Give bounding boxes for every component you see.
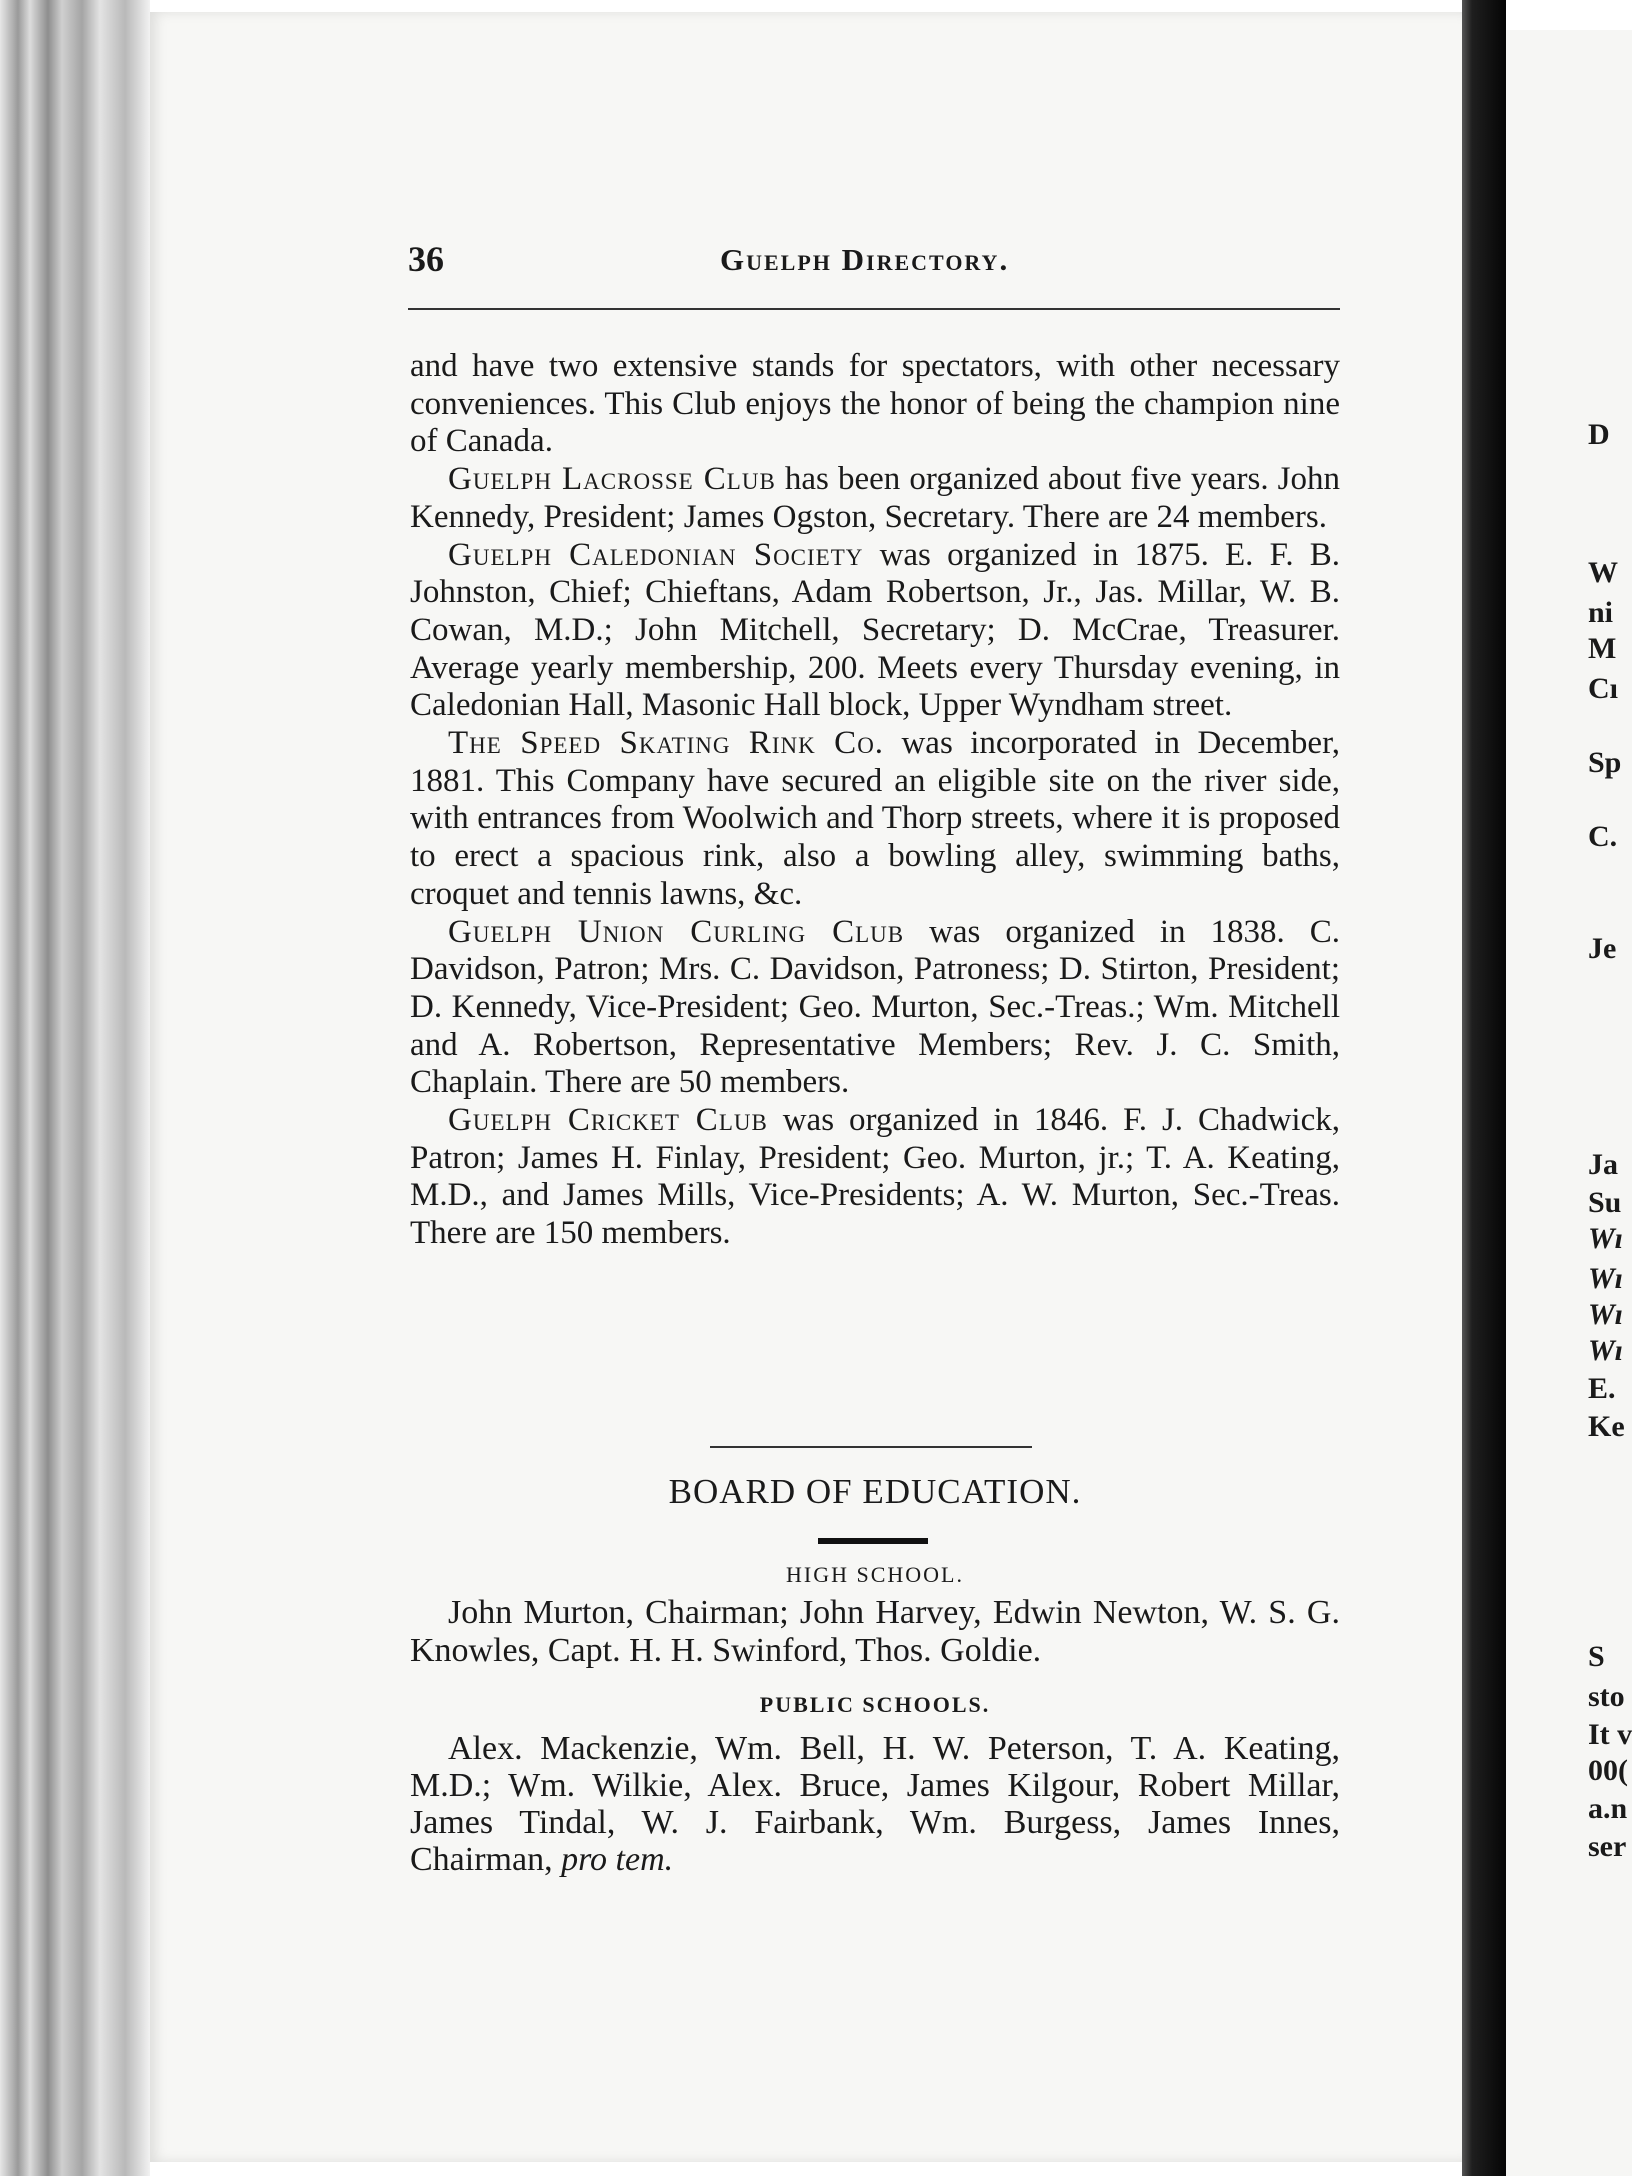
facing-page-fragment: Ja [1588, 1148, 1618, 1181]
high-school-members: John Murton, Chairman; John Harvey, Edwin Newton, W. S. G. Knowles, Capt. H. H. Swinford, Thos. Goldie. [410, 1594, 1340, 1669]
running-head: Guelph Directory. [720, 242, 1010, 277]
facing-page-fragment: Wı [1588, 1222, 1624, 1255]
pro-tem-emphasis: pro tem. [561, 1841, 674, 1878]
public-schools-members: Alex. Mackenzie, Wm. Bell, H. W. Peterson, T. A. Keating, M.D.; Wm. Wilkie, Alex. Bruce, James Kilgour, Robert Millar, James Tindal, W. J. Fairbank, Wm. Burgess, James Innes, Chairman, pro tem. [410, 1730, 1340, 1878]
paragraph: Guelph Caledonian Society was organized in 1875. E. F. B. Johnston, Chief; Chieftans, Adam Robertson, Jr., Jas. Millar, W. B. Cowan, M.D.; John Mitchell, Secretary; D. McCrae, Treasurer. Average yearly membership, 200. Meets every Thursday evening, in Caledonian Hall, Masonic Hall block, Upper Wyndham street. [410, 536, 1341, 724]
heading-ornament [818, 1538, 928, 1544]
facing-page-fragment: D [1588, 418, 1610, 451]
facing-page-fragment: a.n [1588, 1792, 1628, 1825]
facing-page-fragment: Wı [1588, 1298, 1624, 1331]
facing-page-fragment: Wı [1588, 1262, 1624, 1295]
book-gutter [1462, 0, 1506, 2176]
paragraph: Guelph Union Curling Club was organized in 1838. C. Davidson, Patron; Mrs. C. Davidson, Patroness; D. Stirton, President; D. Kennedy, Vice-President; Geo. Murton, Sec.-Treas.; Wm. Mitchell and A. Robertson, Representative Members; Rev. J. C. Smith, Chaplain. There are 50 members. [410, 913, 1340, 1101]
paragraph: and have two extensive stands for spectators, with other necessary conveniences. This Club enjoys the honor of being the champion nine of Canada. [410, 348, 1340, 460]
section-divider [710, 1446, 1032, 1448]
facing-page-fragment: ser [1588, 1830, 1627, 1863]
body-text [410, 348, 1340, 1253]
facing-page-fragment: Wı [1588, 1334, 1624, 1367]
facing-page-fragment: S [1588, 1640, 1605, 1673]
page-number: 36 [408, 239, 444, 279]
club-name: Guelph Caledonian Society [448, 536, 864, 573]
club-name: Guelph Union Curling Club [448, 913, 905, 950]
facing-page-fragment: W [1588, 556, 1618, 589]
club-name: The Speed Skating Rink Co. [448, 725, 885, 762]
subheading-public-schools: PUBLIC SCHOOLS. [759, 1692, 991, 1717]
section-heading: BOARD OF EDUCATION. [668, 1472, 1082, 1511]
facing-page-fragment: C. [1588, 820, 1618, 853]
facing-page-fragment: Ke [1588, 1410, 1625, 1443]
facing-page-fragment: M [1588, 632, 1617, 665]
paragraph: Guelph Cricket Club was organized in 1846. F. J. Chadwick, Patron; James H. Finlay, President; Geo. Murton, jr.; T. A. Keating, M.D., and James Mills, Vice-Presidents; A. W. Murton, Sec.-Treas. There are 150 members. [410, 1102, 1340, 1252]
book-edge [0, 0, 150, 2176]
paragraph: The Speed Skating Rink Co. was incorporated in December, 1881. This Company have secured an eligible site on the river side, with entrances from Woolwich and Thorp streets, where it is proposed to erect a spacious rink, also a bowling alley, swimming baths, croquet and tennis lawns, &c. [410, 725, 1340, 912]
paragraph: Guelph Lacrosse Club has been organized about five years. John Kennedy, President; James Ogston, Secretary. There are 24 members. [410, 461, 1340, 535]
facing-page-fragment: Je [1588, 932, 1617, 965]
facing-page-fragment: Cı [1588, 672, 1618, 705]
club-name: Guelph Lacrosse Club [448, 461, 776, 498]
facing-page-fragment: ni [1588, 596, 1614, 629]
facing-page-fragment: Su [1588, 1186, 1622, 1219]
subheading-high-school: HIGH SCHOOL. [786, 1562, 964, 1587]
header-rule [408, 308, 1340, 310]
facing-page-fragment: sto [1588, 1680, 1625, 1713]
club-name: Guelph Cricket Club [448, 1102, 768, 1139]
facing-page-fragment: Sp [1588, 746, 1622, 779]
facing-page-fragment: It v [1588, 1718, 1632, 1751]
facing-page-fragment: 00( [1588, 1754, 1628, 1787]
facing-page-fragment: E. [1588, 1372, 1616, 1405]
